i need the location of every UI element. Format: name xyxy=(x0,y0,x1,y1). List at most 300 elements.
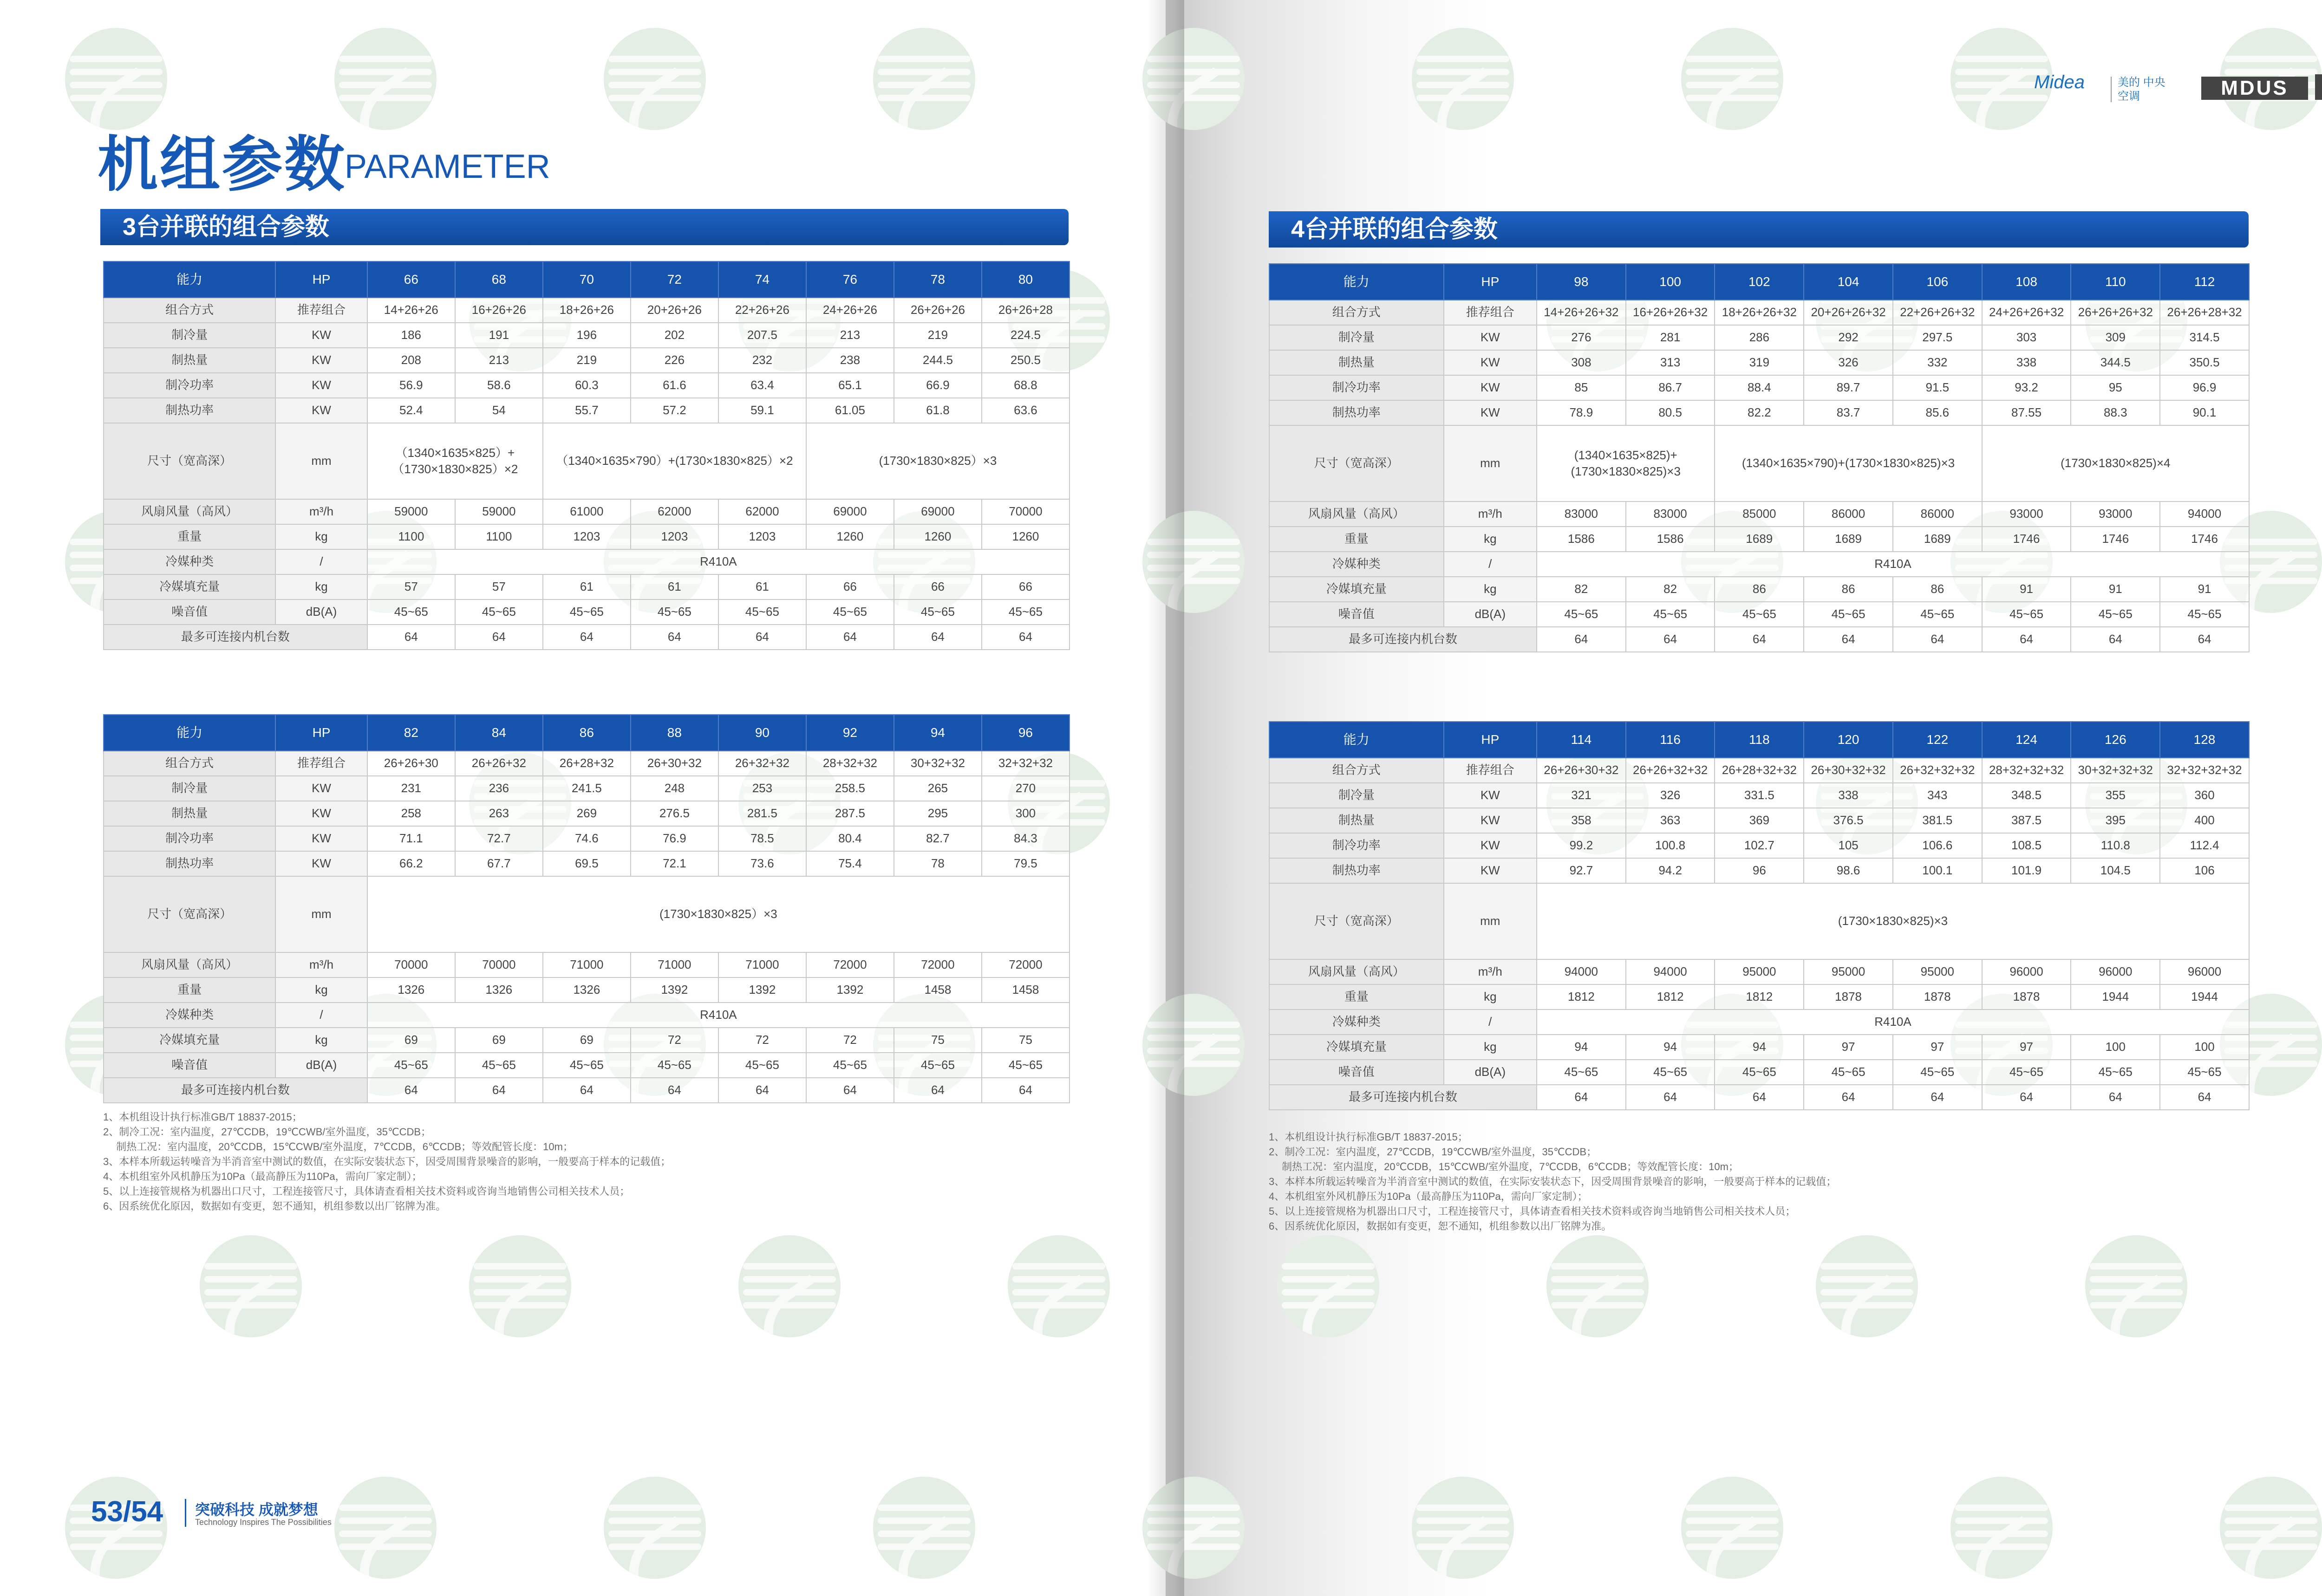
dimensions-value: (1340×1635×790)+(1730×1830×825)×3 xyxy=(1715,425,1982,502)
cell-value: 219 xyxy=(543,348,631,373)
cell-value: 1392 xyxy=(718,977,806,1003)
cell-value: 1326 xyxy=(543,977,631,1003)
cell-value: 1944 xyxy=(2071,984,2160,1010)
cell-value: 61.05 xyxy=(806,398,894,423)
cell-value: 45~65 xyxy=(894,1053,982,1078)
cell-value: 91 xyxy=(2160,577,2249,602)
row-unit: 推荐组合 xyxy=(275,298,367,323)
capacity-label: 能力 xyxy=(104,261,275,298)
charge-row xyxy=(1269,577,2249,602)
row-label: 制热功率 xyxy=(104,398,275,423)
cell-value: 45~65 xyxy=(455,1053,543,1078)
row-label: 冷媒填充量 xyxy=(1269,577,1444,602)
spec-table-4-units-98-112 xyxy=(1269,263,2250,652)
row-label: 制热量 xyxy=(104,801,275,826)
hp-label: HP xyxy=(275,261,367,298)
watermark-logo xyxy=(1681,1477,1783,1579)
cell-value: 295 xyxy=(894,801,982,826)
cell-value: 45~65 xyxy=(367,1053,455,1078)
weight-row xyxy=(104,977,1070,1003)
capacity-label: 能力 xyxy=(1269,722,1444,758)
cell-value: 64 xyxy=(543,1078,631,1103)
row-label: 风扇风量（高风） xyxy=(104,952,275,977)
row-unit: KW xyxy=(1444,325,1537,350)
cell-value: 70000 xyxy=(982,499,1070,524)
hp-value: 96 xyxy=(982,715,1070,751)
cell-value: 64 xyxy=(1893,627,1982,652)
cooling-power-row xyxy=(1269,375,2249,400)
cell-value: 57.2 xyxy=(631,398,718,423)
hp-label: HP xyxy=(275,715,367,751)
cell-value: 26+30+32+32 xyxy=(1804,758,1893,783)
cell-value: 24+26+26+32 xyxy=(1982,300,2071,325)
heating-capacity-row xyxy=(104,348,1070,373)
cell-value: 45~65 xyxy=(543,599,631,625)
hp-value: 78 xyxy=(894,261,982,298)
cell-value: 83000 xyxy=(1537,502,1626,527)
hp-value: 86 xyxy=(543,715,631,751)
row-unit: dB(A) xyxy=(1444,1060,1537,1085)
airflow-row xyxy=(1269,959,2249,984)
combination-row xyxy=(1269,758,2249,783)
row-label: 制冷功率 xyxy=(104,373,275,398)
cell-value: 96.9 xyxy=(2160,375,2249,400)
cell-value: 238 xyxy=(806,348,894,373)
cell-value: 64 xyxy=(1537,1085,1626,1110)
cell-value: 61000 xyxy=(543,499,631,524)
cell-value: 75 xyxy=(894,1028,982,1053)
cell-value: 1326 xyxy=(367,977,455,1003)
cell-value: 94 xyxy=(1537,1035,1626,1060)
row-label: 制热功率 xyxy=(1269,400,1444,425)
cell-value: 93.2 xyxy=(1982,375,2071,400)
cell-value: 64 xyxy=(1537,627,1626,652)
row-unit: KW xyxy=(1444,833,1537,858)
refrigerant-row xyxy=(104,549,1070,574)
cell-value: 45~65 xyxy=(806,599,894,625)
cell-value: 72.7 xyxy=(455,826,543,851)
cell-value: 224.5 xyxy=(982,323,1070,348)
row-unit: kg xyxy=(275,977,367,1003)
watermark-logo xyxy=(1681,28,1783,130)
cell-value: 69 xyxy=(543,1028,631,1053)
cell-value: 66.2 xyxy=(367,851,455,876)
cell-value: 82 xyxy=(1626,577,1715,602)
cell-value: 94000 xyxy=(1537,959,1626,984)
combination-row xyxy=(104,298,1070,323)
midea-logo: Midea xyxy=(2034,72,2085,92)
cell-value: 66 xyxy=(806,574,894,599)
row-label: 重量 xyxy=(104,524,275,549)
dimensions-row xyxy=(1269,883,2249,959)
heating-power-row xyxy=(1269,400,2249,425)
row-label: 制冷功率 xyxy=(1269,375,1444,400)
note-line: 4、本机组室外风机静压为10Pa（最高静压为110Pa，需向厂家定制）； xyxy=(1269,1191,1588,1202)
cell-value: 66.9 xyxy=(894,373,982,398)
cell-value: 26+32+32 xyxy=(718,751,806,776)
cell-value: 101.9 xyxy=(1982,858,2071,883)
cell-value: 232 xyxy=(718,348,806,373)
footer-slogan-en: Technology Inspires The Possibilities xyxy=(195,1518,332,1527)
cell-value: 1203 xyxy=(718,524,806,549)
hp-value: 122 xyxy=(1893,722,1982,758)
cell-value: 80.4 xyxy=(806,826,894,851)
cell-value: 59000 xyxy=(455,499,543,524)
cell-value: 287.5 xyxy=(806,801,894,826)
cell-value: 64 xyxy=(982,625,1070,650)
hp-value: 100 xyxy=(1626,264,1715,300)
cell-value: 64 xyxy=(1626,627,1715,652)
row-unit: m³/h xyxy=(1444,502,1537,527)
airflow-row xyxy=(1269,502,2249,527)
notes-left xyxy=(103,1110,671,1214)
cell-value: 86.7 xyxy=(1626,375,1715,400)
cell-value: 276.5 xyxy=(631,801,718,826)
cell-value: 326 xyxy=(1804,350,1893,375)
max-indoor-row xyxy=(104,625,1070,650)
cell-value: 72000 xyxy=(894,952,982,977)
header-strip xyxy=(2315,74,2322,100)
cell-value: 78.5 xyxy=(718,826,806,851)
cell-value: 78.9 xyxy=(1537,400,1626,425)
cell-value: 231 xyxy=(367,776,455,801)
watermark-logo xyxy=(1412,1477,1514,1579)
row-unit: m³/h xyxy=(1444,959,1537,984)
section-header-4-units: 4台并联的组合参数 xyxy=(1269,211,2249,248)
hp-value: 116 xyxy=(1626,722,1715,758)
cell-value: 18+26+26 xyxy=(543,298,631,323)
cell-value: 45~65 xyxy=(631,1053,718,1078)
cell-value: 61.6 xyxy=(631,373,718,398)
cell-value: 26+26+32 xyxy=(455,751,543,776)
row-label: 组合方式 xyxy=(1269,758,1444,783)
footer-slogan: 突破科技 成就梦想 xyxy=(195,1501,318,1518)
row-label: 风扇风量（高风） xyxy=(104,499,275,524)
cell-value: 343 xyxy=(1893,783,1982,808)
row-unit: kg xyxy=(275,574,367,599)
max-indoor-row xyxy=(1269,1085,2249,1110)
cell-value: 1260 xyxy=(982,524,1070,549)
cell-value: 95000 xyxy=(1804,959,1893,984)
cell-value: 26+28+32+32 xyxy=(1715,758,1804,783)
row-unit: 推荐组合 xyxy=(275,751,367,776)
page-number: 53/54 xyxy=(91,1496,163,1528)
cell-value: 104.5 xyxy=(2071,858,2160,883)
cooling-power-row xyxy=(1269,833,2249,858)
cell-value: 110.8 xyxy=(2071,833,2160,858)
cell-value: 100 xyxy=(2071,1035,2160,1060)
cell-value: 1392 xyxy=(631,977,718,1003)
cell-value: 45~65 xyxy=(894,599,982,625)
hp-value: 108 xyxy=(1982,264,2071,300)
note-line: 6、因系统优化原因，数据如有变更，恕不通知，机组参数以出厂铭牌为准。 xyxy=(103,1200,446,1212)
cell-value: 45~65 xyxy=(543,1053,631,1078)
cell-value: 1260 xyxy=(806,524,894,549)
cell-value: 56.9 xyxy=(367,373,455,398)
watermark-logo xyxy=(604,28,706,130)
cell-value: 64 xyxy=(1982,1085,2071,1110)
cell-value: 86 xyxy=(1893,577,1982,602)
cell-value: 1746 xyxy=(2160,527,2249,552)
cell-value: 1458 xyxy=(982,977,1070,1003)
dimensions-value: （1340×1635×790）+(1730×1830×825）×2 xyxy=(543,423,806,499)
hp-value: 70 xyxy=(543,261,631,298)
cell-value: 14+26+26 xyxy=(367,298,455,323)
noise-row xyxy=(1269,602,2249,627)
hp-value: 72 xyxy=(631,261,718,298)
note-line: 3、本样本所载运转噪音为半消音室中测试的数值，在实际安装状态下，因受周围背景噪音的影响，一般要高于样本的记载值； xyxy=(103,1156,671,1167)
dimensions-row xyxy=(104,876,1070,952)
cell-value: 95000 xyxy=(1893,959,1982,984)
row-label: 冷媒填充量 xyxy=(1269,1035,1444,1060)
row-unit: mm xyxy=(1444,425,1537,502)
cell-value: 64 xyxy=(806,625,894,650)
cell-value: 1812 xyxy=(1715,984,1804,1010)
cell-value: 22+26+26 xyxy=(718,298,806,323)
row-label: 最多可连接内机台数 xyxy=(104,625,367,650)
cell-value: 64 xyxy=(1804,627,1893,652)
cell-value: 65.1 xyxy=(806,373,894,398)
cell-value: 297.5 xyxy=(1893,325,1982,350)
cell-value: 45~65 xyxy=(2071,1060,2160,1085)
row-unit: / xyxy=(275,549,367,574)
cooling-capacity-row xyxy=(1269,325,2249,350)
watermark-logo xyxy=(200,1235,302,1337)
cell-value: 64 xyxy=(2160,627,2249,652)
cell-value: 270 xyxy=(982,776,1070,801)
cell-value: 236 xyxy=(455,776,543,801)
heating-capacity-row xyxy=(104,801,1070,826)
max-indoor-row xyxy=(1269,627,2249,652)
cell-value: 85.6 xyxy=(1893,400,1982,425)
watermark-logo xyxy=(2085,1235,2187,1337)
hp-value: 120 xyxy=(1804,722,1893,758)
cell-value: 281.5 xyxy=(718,801,806,826)
cell-value: 45~65 xyxy=(718,599,806,625)
watermark-logo xyxy=(1277,1235,1379,1337)
hp-label: HP xyxy=(1444,722,1537,758)
cell-value: 97 xyxy=(1893,1035,1982,1060)
cell-value: 82.2 xyxy=(1715,400,1804,425)
cell-value: 381.5 xyxy=(1893,808,1982,833)
cell-value: 319 xyxy=(1715,350,1804,375)
cell-value: 90.1 xyxy=(2160,400,2249,425)
watermark-logo xyxy=(1546,1235,1649,1337)
row-unit: / xyxy=(275,1003,367,1028)
row-unit: kg xyxy=(1444,1035,1537,1060)
cell-value: 1812 xyxy=(1626,984,1715,1010)
cell-value: 208 xyxy=(367,348,455,373)
cell-value: 112.4 xyxy=(2160,833,2249,858)
row-label: 冷媒填充量 xyxy=(104,574,275,599)
refrigerant-value: R410A xyxy=(1537,552,2249,577)
hp-value: 94 xyxy=(894,715,982,751)
noise-row xyxy=(104,599,1070,625)
row-label: 噪音值 xyxy=(104,599,275,625)
combination-row xyxy=(1269,300,2249,325)
cell-value: 64 xyxy=(455,625,543,650)
cell-value: 100.1 xyxy=(1893,858,1982,883)
row-unit: dB(A) xyxy=(275,1053,367,1078)
combination-row xyxy=(104,751,1070,776)
cell-value: 99.2 xyxy=(1537,833,1626,858)
weight-row xyxy=(104,524,1070,549)
cell-value: 91 xyxy=(2071,577,2160,602)
cell-value: 331.5 xyxy=(1715,783,1804,808)
cell-value: 32+32+32+32 xyxy=(2160,758,2249,783)
cell-value: 45~65 xyxy=(1804,602,1893,627)
cell-value: 26+26+26+32 xyxy=(2071,300,2160,325)
hp-value: 66 xyxy=(367,261,455,298)
cell-value: 82.7 xyxy=(894,826,982,851)
cell-value: 369 xyxy=(1715,808,1804,833)
cell-value: 69 xyxy=(455,1028,543,1053)
dimensions-value: (1730×1830×825）×3 xyxy=(367,876,1070,952)
cell-value: 45~65 xyxy=(367,599,455,625)
watermark-logo xyxy=(2220,1477,2322,1579)
logo-divider xyxy=(2111,77,2112,102)
cell-value: 61 xyxy=(718,574,806,599)
cell-value: 64 xyxy=(1804,1085,1893,1110)
cell-value: 1689 xyxy=(1715,527,1804,552)
cell-value: 75 xyxy=(982,1028,1070,1053)
cell-value: 248 xyxy=(631,776,718,801)
cell-value: 69.5 xyxy=(543,851,631,876)
cell-value: 45~65 xyxy=(2071,602,2160,627)
cell-value: 1878 xyxy=(1804,984,1893,1010)
cell-value: 332 xyxy=(1893,350,1982,375)
row-unit: dB(A) xyxy=(275,599,367,625)
cell-value: 64 xyxy=(631,1078,718,1103)
row-unit: mm xyxy=(275,423,367,499)
watermark-logo xyxy=(738,1235,841,1337)
row-unit: kg xyxy=(1444,984,1537,1010)
spec-table-3-units-66-80 xyxy=(103,261,1070,650)
cell-value: 258.5 xyxy=(806,776,894,801)
table-header-row xyxy=(1269,722,2249,758)
row-label: 最多可连接内机台数 xyxy=(1269,627,1537,652)
cell-value: 94000 xyxy=(1626,959,1715,984)
hp-value: 114 xyxy=(1537,722,1626,758)
cell-value: 45~65 xyxy=(631,599,718,625)
airflow-row xyxy=(104,499,1070,524)
cell-value: 30+32+32 xyxy=(894,751,982,776)
cell-value: 309 xyxy=(2071,325,2160,350)
row-unit: / xyxy=(1444,1010,1537,1035)
table-header-row xyxy=(104,715,1070,751)
cell-value: 241.5 xyxy=(543,776,631,801)
note-line: 1、本机组设计执行标准GB/T 18837-2015； xyxy=(1269,1131,1468,1143)
hp-value: 126 xyxy=(2071,722,2160,758)
cell-value: 100.8 xyxy=(1626,833,1715,858)
row-label: 风扇风量（高风） xyxy=(1269,959,1444,984)
cell-value: 94000 xyxy=(2160,502,2249,527)
cell-value: 64 xyxy=(2071,627,2160,652)
cell-value: 1260 xyxy=(894,524,982,549)
cell-value: 45~65 xyxy=(2160,1060,2249,1085)
row-label: 制热量 xyxy=(104,348,275,373)
cell-value: 253 xyxy=(718,776,806,801)
cell-value: 395 xyxy=(2071,808,2160,833)
row-label: 噪音值 xyxy=(1269,602,1444,627)
midea-sub-logo: 美的 中央空调 xyxy=(2118,76,2165,103)
row-label: 制冷量 xyxy=(104,776,275,801)
cell-value: 79.5 xyxy=(982,851,1070,876)
row-unit: KW xyxy=(275,323,367,348)
cell-value: 64 xyxy=(543,625,631,650)
cell-value: 387.5 xyxy=(1982,808,2071,833)
cell-value: 45~65 xyxy=(2160,602,2249,627)
hp-value: 112 xyxy=(2160,264,2249,300)
note-line: 制热工况：室内温度，20℃CDB，15℃CWB/室外温度，7℃CDB，6℃CDB；等效配管长度：10m； xyxy=(103,1141,573,1153)
cell-value: 263 xyxy=(455,801,543,826)
cell-value: 26+26+28+32 xyxy=(2160,300,2249,325)
cell-value: 1689 xyxy=(1804,527,1893,552)
cell-value: 1326 xyxy=(455,977,543,1003)
note-line: 1、本机组设计执行标准GB/T 18837-2015； xyxy=(103,1111,302,1123)
row-unit: KW xyxy=(1444,375,1537,400)
cell-value: 1203 xyxy=(631,524,718,549)
cell-value: 16+26+26+32 xyxy=(1626,300,1715,325)
cell-value: 363 xyxy=(1626,808,1715,833)
cell-value: 1458 xyxy=(894,977,982,1003)
cell-value: 89.7 xyxy=(1804,375,1893,400)
cell-value: 83.7 xyxy=(1804,400,1893,425)
row-label: 制热量 xyxy=(1269,350,1444,375)
refrigerant-value: R410A xyxy=(367,1003,1070,1028)
cell-value: 97 xyxy=(1804,1035,1893,1060)
cell-value: 102.7 xyxy=(1715,833,1804,858)
cell-value: 1203 xyxy=(543,524,631,549)
cell-value: 71000 xyxy=(543,952,631,977)
cell-value: 64 xyxy=(455,1078,543,1103)
watermark-logo xyxy=(334,1477,437,1579)
dimensions-row xyxy=(1269,425,2249,502)
row-label: 制冷量 xyxy=(1269,783,1444,808)
cell-value: 191 xyxy=(455,323,543,348)
cell-value: 72 xyxy=(718,1028,806,1053)
cell-value: 88.3 xyxy=(2071,400,2160,425)
cell-value: 292 xyxy=(1804,325,1893,350)
cooling-capacity-row xyxy=(1269,783,2249,808)
cell-value: 26+32+32+32 xyxy=(1893,758,1982,783)
cell-value: 64 xyxy=(1982,627,2071,652)
cell-value: 82 xyxy=(1537,577,1626,602)
spec-table-4-units-114-128 xyxy=(1269,721,2250,1110)
charge-row xyxy=(104,1028,1070,1053)
cell-value: 59000 xyxy=(367,499,455,524)
cell-value: 1878 xyxy=(1893,984,1982,1010)
cell-value: 66 xyxy=(894,574,982,599)
charge-row xyxy=(1269,1035,2249,1060)
cell-value: 96000 xyxy=(1982,959,2071,984)
cell-value: 1100 xyxy=(455,524,543,549)
cell-value: 106 xyxy=(2160,858,2249,883)
note-line: 3、本样本所载运转噪音为半消音室中测试的数值，在实际安装状态下，因受周围背景噪音的影响，一般要高于样本的记载值； xyxy=(1269,1176,1837,1187)
row-unit: KW xyxy=(275,348,367,373)
cell-value: 64 xyxy=(367,1078,455,1103)
cell-value: 26+28+32 xyxy=(543,751,631,776)
row-label: 风扇风量（高风） xyxy=(1269,502,1444,527)
cell-value: 338 xyxy=(1804,783,1893,808)
cell-value: 64 xyxy=(1715,1085,1804,1110)
row-label: 制冷量 xyxy=(104,323,275,348)
cell-value: 1746 xyxy=(2071,527,2160,552)
cell-value: 69 xyxy=(367,1028,455,1053)
cell-value: 78 xyxy=(894,851,982,876)
cell-value: 26+26+28 xyxy=(982,298,1070,323)
cell-value: 1689 xyxy=(1893,527,1982,552)
